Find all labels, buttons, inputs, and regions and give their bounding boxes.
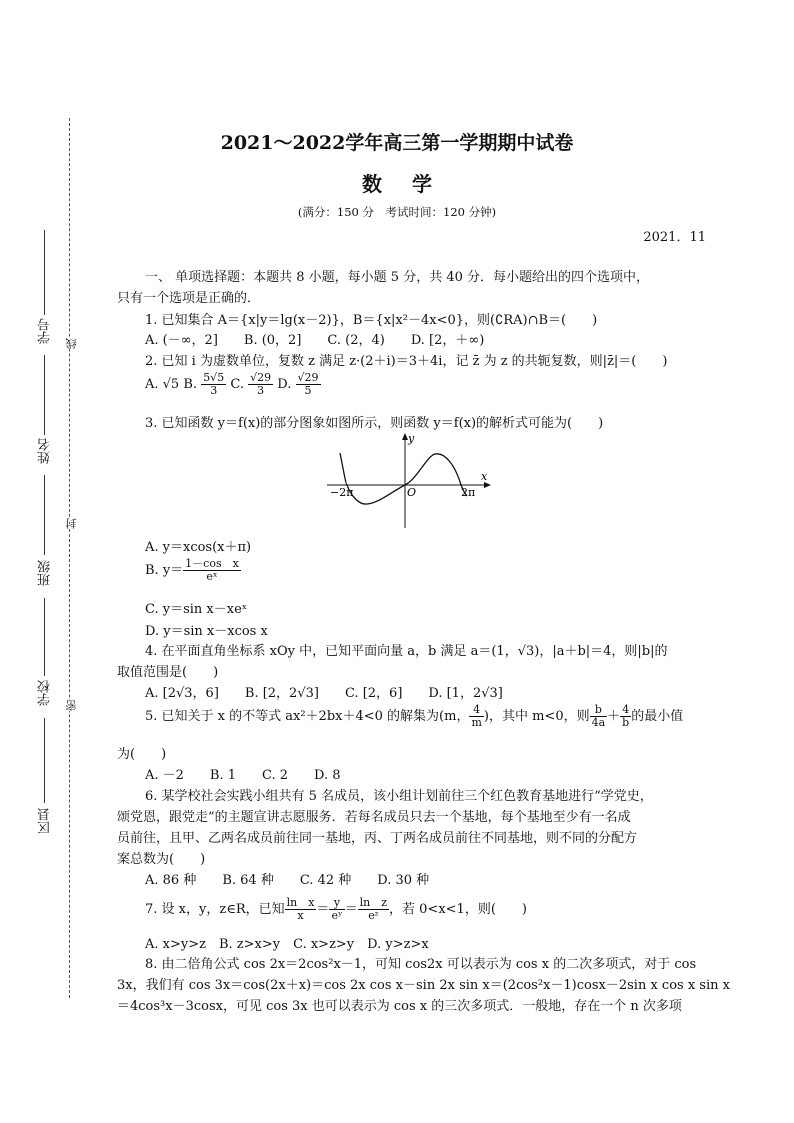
q2-b-num: 5√5	[203, 371, 225, 384]
q4-options: A. [2√3，6] B. [2，2√3] C. [2，6] D. [1，2√3]	[145, 686, 503, 701]
q3-option-d: D. y＝sin x－xcos x	[145, 624, 268, 639]
q6-line4: 案总数为( )	[117, 852, 206, 867]
q7-frac2-den: eʸ	[331, 909, 343, 922]
q2-option-c-label: C.	[230, 377, 244, 392]
q7-frac3	[358, 897, 389, 922]
q5-stem-b: )，其中 m<0，则	[483, 709, 590, 724]
q3-b-num: 1－cos x	[185, 557, 239, 570]
q3-option-a: A. y＝xcos(x＋π)	[145, 540, 252, 555]
tick-neg-2pi: −2π	[330, 486, 354, 499]
q3-option-b	[145, 558, 241, 583]
q3-function-graph	[325, 428, 495, 530]
q5-stem-c: 的最小值	[631, 709, 684, 724]
class-label: 班级	[38, 560, 53, 586]
q5-frac3-num: 4	[620, 704, 631, 717]
q5-plus: ＋	[607, 709, 621, 724]
exam-title: 2021～2022学年高三第一学期期中试卷	[220, 132, 574, 154]
q7-eq1: ＝	[316, 902, 330, 917]
q1-options: A. (－∞，2] B. (0，2] C. (2，4) D. [2，＋∞)	[145, 333, 485, 348]
q4-stem: 4. 在平面直角坐标系 xOy 中，已知平面向量 a，b 满足 a＝(1，√3)，|a＋b|＝4，则|b|的	[145, 644, 668, 659]
q2-option-d-label: D.	[277, 377, 292, 392]
name-blank	[44, 355, 45, 435]
q5-frac3-den: b	[622, 716, 630, 729]
name-label: 姓名	[38, 438, 53, 464]
q5-stem-cont: 为( )	[117, 747, 167, 762]
q2-stem: 2. 已知 i 为虚数单位，复数 z 满足 z·(2＋i)＝3＋4i，记 z̄ 为 z 的共轭复数，则|z̄|＝( )	[145, 354, 668, 369]
q2-option-a: A. √5	[145, 377, 180, 392]
q7-frac3-num: ln z	[359, 896, 388, 909]
exam-date: 2021．11	[643, 230, 706, 245]
q7-frac1-num: ln x	[286, 896, 315, 909]
q2-option-c-fraction	[248, 372, 273, 397]
y-axis-label: y	[408, 432, 415, 445]
q2-c-num: √29	[250, 371, 272, 384]
q5-frac2	[590, 704, 608, 729]
seal-mark-feng: 封	[65, 518, 78, 529]
q8-line1: 8. 由二倍角公式 cos 2x＝2cos²x－1，可知 cos2x 可以表示为 cos x 的二次多项式，对于 cos	[145, 957, 697, 972]
q7-frac1-den: x	[297, 909, 304, 922]
binding-dashed-line	[69, 118, 70, 998]
q5-frac2-num: b	[590, 704, 608, 717]
q3-option-c: C. y＝sin x－xeˣ	[145, 602, 248, 617]
q7-frac2-num: y	[329, 897, 344, 910]
q7-stem-a: 7. 设 x，y，z∈R，已知	[145, 902, 285, 917]
q7-frac1	[285, 897, 317, 922]
q5-frac3	[620, 704, 631, 729]
q7-stem-b: ，若 0<x<1，则( )	[389, 902, 527, 917]
q8-line2: 3x，我们有 cos 3x＝cos(2x＋x)＝cos 2x cos x－sin 2x sin x＝(2cos²x－1)cosx－2sin x cos x sin x	[117, 978, 730, 993]
school-blank	[44, 598, 45, 676]
q1-stem: 1. 已知集合 A＝{x|y＝lg(x－2)}，B＝{x|x²－4x<0}，则(∁RA)∩B＝( )	[145, 313, 598, 328]
q6-line1: 6. 某学校社会实践小组共有 5 名成员，该小组计划前往三个红色教育基地进行“学党史，	[145, 789, 653, 804]
q5-frac1-den: m	[471, 716, 482, 729]
x-axis-label: x	[481, 470, 488, 483]
q2-option-b-fraction	[201, 372, 226, 397]
function-curve	[340, 453, 467, 504]
q7-options: A. x>y>z B. z>x>y C. x>z>y D. y>z>x	[145, 937, 429, 952]
q2-b-den: 3	[210, 384, 218, 397]
section-heading-cont: 只有一个选项是正确的．	[117, 291, 261, 306]
seal-mark-line: 线	[65, 338, 78, 349]
class-blank	[44, 475, 45, 555]
q7-stem	[145, 897, 527, 922]
q5-options: A. －2 B. 1 C. 2 D. 8	[145, 768, 341, 783]
q7-frac2	[329, 897, 344, 922]
q2-options	[145, 372, 321, 397]
tick-2pi: 2π	[461, 486, 476, 499]
q6-line2: 颂党恩，跟党走”的主题宣讲志愿服务．若每名成员只去一个基地，每个基地至少有一名成	[117, 810, 631, 825]
q5-frac1	[469, 704, 483, 729]
q7-eq2: ＝	[344, 902, 358, 917]
q3-stem: 3. 已知函数 y＝f(x)的部分图象如图所示，则函数 y＝f(x)的解析式可能为( )	[145, 416, 604, 431]
origin-label: O	[407, 486, 417, 499]
q5-frac2-den: 4a	[591, 716, 606, 729]
q5-stem	[145, 704, 683, 729]
exam-info: (满分：150 分 考试时间：120 分钟)	[297, 205, 497, 219]
seal-mark-mi: 密	[65, 700, 78, 711]
school-label: 学校	[38, 680, 53, 706]
q6-options: A. 86 种 B. 64 种 C. 42 种 D. 30 种	[145, 873, 430, 888]
exam-subject: 数学	[362, 172, 462, 196]
q5-frac1-num: 4	[469, 704, 483, 717]
q3-b-den: eˣ	[206, 570, 218, 583]
q3-option-b-fraction	[183, 558, 241, 583]
q2-c-den: 3	[257, 384, 265, 397]
q3-option-b-label: B. y＝	[145, 563, 184, 578]
section-heading: 一、 单项选择题：本题共 8 小题，每小题 5 分，共 40 分．每小题给出的四个选项中，	[145, 270, 650, 285]
q6-line3: 员前往，且甲、乙两名成员前往同一基地，丙、丁两名成员前往不同基地，则不同的分配方	[117, 831, 638, 846]
q4-stem-cont: 取值范围是( )	[117, 665, 219, 680]
xuehao-blank	[44, 230, 45, 315]
q5-stem-a: 5. 已知关于 x 的不等式 ax²＋2bx＋4<0 的解集为(m，	[145, 709, 470, 724]
district-blank	[44, 718, 45, 803]
q7-frac3-den: eᶻ	[368, 909, 379, 922]
student-id-label: 学号	[38, 318, 53, 344]
q2-d-num: √29	[297, 371, 319, 384]
q2-option-d-fraction	[296, 372, 321, 397]
q2-d-den: 5	[304, 384, 312, 397]
q2-option-b-label: B.	[183, 377, 198, 392]
q8-line3: ＝4cos³x－3cosx，可见 cos 3x 也可以表示为 cos x 的三次多项式．一般地，存在一个 n 次多项	[117, 999, 682, 1014]
district-label: 区县	[38, 808, 53, 834]
